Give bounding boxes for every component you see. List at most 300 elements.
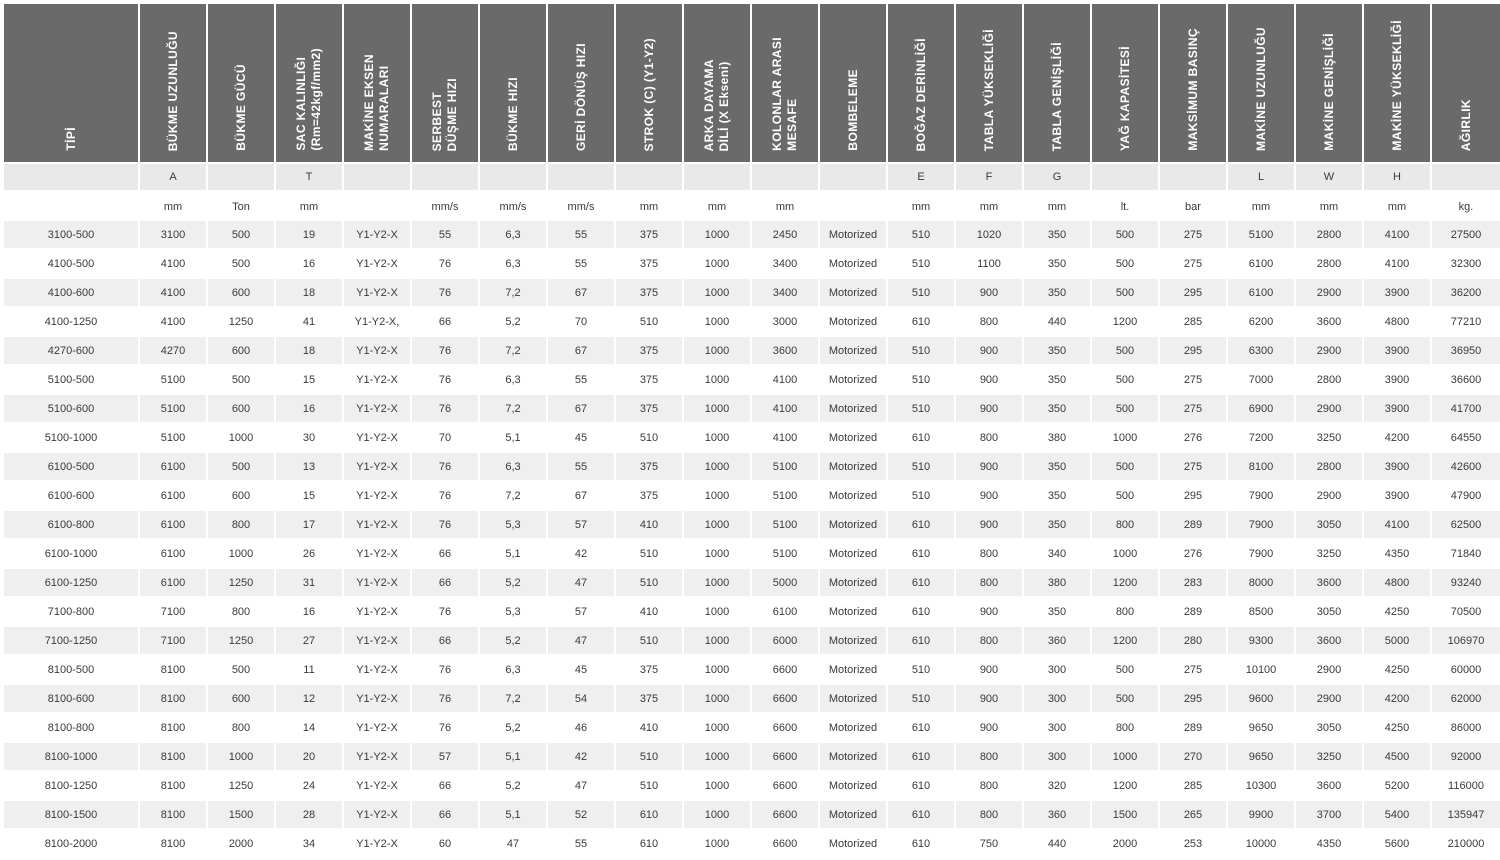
table-cell: Motorized bbox=[820, 250, 888, 279]
table-cell: 41 bbox=[276, 308, 344, 337]
column-header-label: MAKİNE GENİŞLİĞİ bbox=[1321, 33, 1336, 151]
unit-cell: mm bbox=[752, 192, 820, 221]
table-cell: 500 bbox=[1092, 337, 1160, 366]
model-type-cell: 5100-500 bbox=[4, 366, 140, 395]
table-row bbox=[4, 685, 1500, 714]
column-header-label: MAKSİMUM BASINÇ bbox=[1185, 28, 1200, 151]
table-cell: 600 bbox=[208, 685, 276, 714]
table-cell: 900 bbox=[956, 598, 1024, 627]
column-header bbox=[752, 4, 820, 164]
table-cell: 15 bbox=[276, 366, 344, 395]
table-cell: 1000 bbox=[208, 424, 276, 453]
table-cell: 375 bbox=[616, 221, 684, 250]
dimension-letter-cell: T bbox=[276, 164, 344, 192]
model-type-cell: 4100-1250 bbox=[4, 308, 140, 337]
table-cell: 3050 bbox=[1296, 714, 1364, 743]
table-cell: 800 bbox=[956, 627, 1024, 656]
table-cell: 510 bbox=[616, 308, 684, 337]
table-cell: 1100 bbox=[956, 250, 1024, 279]
column-header bbox=[956, 4, 1024, 164]
table-cell: 5,2 bbox=[480, 627, 548, 656]
table-cell: 1000 bbox=[684, 395, 752, 424]
table-row bbox=[4, 830, 1500, 859]
table-cell: 500 bbox=[208, 250, 276, 279]
table-cell: 5100 bbox=[140, 395, 208, 424]
table-cell: 14 bbox=[276, 714, 344, 743]
table-cell: 64550 bbox=[1432, 424, 1500, 453]
model-type-cell: 8100-600 bbox=[4, 685, 140, 714]
table-cell: 24 bbox=[276, 772, 344, 801]
table-cell: 2800 bbox=[1296, 453, 1364, 482]
table-cell: 76 bbox=[412, 598, 480, 627]
table-row bbox=[4, 627, 1500, 656]
unit-cell: mm bbox=[1296, 192, 1364, 221]
unit-cell: mm bbox=[1364, 192, 1432, 221]
table-cell: 285 bbox=[1160, 772, 1228, 801]
table-cell: 26 bbox=[276, 540, 344, 569]
table-cell: 1000 bbox=[684, 221, 752, 250]
table-cell: 800 bbox=[1092, 598, 1160, 627]
table-cell: 36200 bbox=[1432, 279, 1500, 308]
table-cell: 265 bbox=[1160, 801, 1228, 830]
model-type-cell: 5100-1000 bbox=[4, 424, 140, 453]
table-row bbox=[4, 308, 1500, 337]
table-cell: 5100 bbox=[752, 453, 820, 482]
unit-cell: mm bbox=[1228, 192, 1296, 221]
table-cell: 2900 bbox=[1296, 656, 1364, 685]
table-cell: 8100 bbox=[140, 685, 208, 714]
model-type-cell: 8100-800 bbox=[4, 714, 140, 743]
table-row bbox=[4, 482, 1500, 511]
table-cell: 1000 bbox=[208, 540, 276, 569]
table-cell: 1000 bbox=[1092, 540, 1160, 569]
table-cell: 4350 bbox=[1364, 540, 1432, 569]
model-type-cell: 8100-1000 bbox=[4, 743, 140, 772]
unit-cell: mm bbox=[888, 192, 956, 221]
table-cell: 2800 bbox=[1296, 250, 1364, 279]
unit-cell: mm/s bbox=[412, 192, 480, 221]
table-cell: 900 bbox=[956, 453, 1024, 482]
dimension-letter-cell: E bbox=[888, 164, 956, 192]
table-cell: 1000 bbox=[684, 743, 752, 772]
table-cell: 1500 bbox=[1092, 801, 1160, 830]
table-cell: 510 bbox=[888, 366, 956, 395]
table-cell: 510 bbox=[888, 221, 956, 250]
table-row bbox=[4, 743, 1500, 772]
unit-cell: bar bbox=[1160, 192, 1228, 221]
table-cell: 5,2 bbox=[480, 714, 548, 743]
table-cell: 510 bbox=[616, 743, 684, 772]
column-header-label: MAKİNE UZUNLUĞU bbox=[1253, 27, 1268, 151]
unit-cell bbox=[820, 192, 888, 221]
dimension-letter-cell: H bbox=[1364, 164, 1432, 192]
table-cell: 6100 bbox=[140, 482, 208, 511]
table-cell: 1020 bbox=[956, 221, 1024, 250]
table-cell: 13 bbox=[276, 453, 344, 482]
table-cell: 610 bbox=[888, 714, 956, 743]
dimension-letter-cell bbox=[820, 164, 888, 192]
column-header bbox=[1024, 4, 1092, 164]
table-cell: 750 bbox=[956, 830, 1024, 859]
table-cell: 5000 bbox=[1364, 627, 1432, 656]
table-row bbox=[4, 511, 1500, 540]
table-cell: 280 bbox=[1160, 627, 1228, 656]
table-cell: 1000 bbox=[684, 540, 752, 569]
table-cell: 283 bbox=[1160, 569, 1228, 598]
table-cell: 500 bbox=[1092, 395, 1160, 424]
table-cell: 610 bbox=[888, 830, 956, 859]
table-cell: 16 bbox=[276, 395, 344, 424]
table-cell: 610 bbox=[888, 772, 956, 801]
table-cell: 4100 bbox=[1364, 221, 1432, 250]
table-cell: 3900 bbox=[1364, 453, 1432, 482]
table-cell: Y1-Y2-X bbox=[344, 540, 412, 569]
model-type-cell: 8100-1500 bbox=[4, 801, 140, 830]
table-cell: 350 bbox=[1024, 598, 1092, 627]
table-cell: 2900 bbox=[1296, 685, 1364, 714]
table-cell: 6,3 bbox=[480, 453, 548, 482]
table-cell: 3050 bbox=[1296, 598, 1364, 627]
table-cell: 3400 bbox=[752, 250, 820, 279]
table-cell: 510 bbox=[888, 395, 956, 424]
table-cell: 5400 bbox=[1364, 801, 1432, 830]
table-cell: Motorized bbox=[820, 308, 888, 337]
table-cell: 375 bbox=[616, 279, 684, 308]
table-cell: 55 bbox=[548, 453, 616, 482]
column-header-label: TABLA YÜKSEKLİĞİ bbox=[981, 28, 996, 151]
table-cell: 27500 bbox=[1432, 221, 1500, 250]
table-cell: Motorized bbox=[820, 598, 888, 627]
table-cell: 9600 bbox=[1228, 685, 1296, 714]
table-cell: 6,3 bbox=[480, 366, 548, 395]
table-cell: 66 bbox=[412, 569, 480, 598]
model-type-cell: 6100-800 bbox=[4, 511, 140, 540]
table-cell: 10300 bbox=[1228, 772, 1296, 801]
table-cell: 2900 bbox=[1296, 279, 1364, 308]
table-cell: 800 bbox=[956, 569, 1024, 598]
table-cell: 5,1 bbox=[480, 801, 548, 830]
table-row bbox=[4, 598, 1500, 627]
table-cell: Motorized bbox=[820, 424, 888, 453]
table-cell: 3900 bbox=[1364, 279, 1432, 308]
table-cell: 900 bbox=[956, 395, 1024, 424]
model-type-cell: 4100-600 bbox=[4, 279, 140, 308]
table-row bbox=[4, 714, 1500, 743]
table-cell: 47 bbox=[480, 830, 548, 859]
table-cell: 2900 bbox=[1296, 337, 1364, 366]
column-header bbox=[4, 4, 140, 164]
table-cell: 3900 bbox=[1364, 337, 1432, 366]
table-cell: 3600 bbox=[752, 337, 820, 366]
table-cell: 900 bbox=[956, 656, 1024, 685]
column-header bbox=[1432, 4, 1500, 164]
table-cell: 1000 bbox=[684, 685, 752, 714]
table-cell: 610 bbox=[888, 598, 956, 627]
table-cell: 210000 bbox=[1432, 830, 1500, 859]
table-cell: 6,3 bbox=[480, 250, 548, 279]
header-row bbox=[4, 4, 1500, 164]
table-cell: 36600 bbox=[1432, 366, 1500, 395]
dimension-letter-cell bbox=[208, 164, 276, 192]
table-cell: 1000 bbox=[684, 598, 752, 627]
table-cell: 7000 bbox=[1228, 366, 1296, 395]
table-cell: 800 bbox=[956, 801, 1024, 830]
table-cell: 67 bbox=[548, 279, 616, 308]
table-cell: Motorized bbox=[820, 627, 888, 656]
table-body bbox=[4, 164, 1500, 859]
table-cell: Y1-Y2-X bbox=[344, 598, 412, 627]
table-cell: 76 bbox=[412, 279, 480, 308]
table-cell: 800 bbox=[208, 714, 276, 743]
table-cell: 7,2 bbox=[480, 685, 548, 714]
table-cell: 800 bbox=[208, 598, 276, 627]
table-cell: 3900 bbox=[1364, 366, 1432, 395]
table-cell: 610 bbox=[616, 830, 684, 859]
table-cell: 410 bbox=[616, 511, 684, 540]
table-cell: 76 bbox=[412, 482, 480, 511]
spec-table bbox=[4, 4, 1500, 859]
table-cell: 4250 bbox=[1364, 598, 1432, 627]
table-cell: Y1-Y2-X bbox=[344, 279, 412, 308]
table-cell: Y1-Y2-X bbox=[344, 714, 412, 743]
table-cell: 500 bbox=[1092, 366, 1160, 395]
table-cell: 4270 bbox=[140, 337, 208, 366]
table-cell: 500 bbox=[1092, 250, 1160, 279]
column-header bbox=[140, 4, 208, 164]
table-cell: 7900 bbox=[1228, 511, 1296, 540]
table-cell: 900 bbox=[956, 482, 1024, 511]
table-cell: 57 bbox=[548, 511, 616, 540]
column-header-label: STROK (C) (Y1-Y2) bbox=[641, 37, 656, 151]
table-cell: Y1-Y2-X bbox=[344, 250, 412, 279]
column-header-label: AĞIRLIK bbox=[1458, 98, 1473, 151]
table-cell: 60000 bbox=[1432, 656, 1500, 685]
table-cell: 253 bbox=[1160, 830, 1228, 859]
table-cell: 11 bbox=[276, 656, 344, 685]
table-cell: 67 bbox=[548, 337, 616, 366]
table-cell: 66 bbox=[412, 540, 480, 569]
table-cell: 67 bbox=[548, 395, 616, 424]
table-cell: 375 bbox=[616, 656, 684, 685]
table-cell: 800 bbox=[956, 743, 1024, 772]
table-cell: Motorized bbox=[820, 685, 888, 714]
table-cell: 66 bbox=[412, 772, 480, 801]
table-cell: 45 bbox=[548, 656, 616, 685]
table-cell: 55 bbox=[548, 221, 616, 250]
table-cell: 1000 bbox=[684, 627, 752, 656]
table-cell: 76 bbox=[412, 511, 480, 540]
table-cell: 1200 bbox=[1092, 569, 1160, 598]
table-row bbox=[4, 221, 1500, 250]
unit-cell bbox=[4, 192, 140, 221]
table-cell: 7,2 bbox=[480, 279, 548, 308]
table-cell: 55 bbox=[548, 250, 616, 279]
table-cell: 900 bbox=[956, 511, 1024, 540]
model-type-cell: 8100-2000 bbox=[4, 830, 140, 859]
table-cell: 3900 bbox=[1364, 482, 1432, 511]
table-cell: 610 bbox=[888, 627, 956, 656]
table-cell: 350 bbox=[1024, 337, 1092, 366]
model-type-cell: 7100-1250 bbox=[4, 627, 140, 656]
table-cell: 6100 bbox=[140, 453, 208, 482]
table-cell: 300 bbox=[1024, 656, 1092, 685]
table-header bbox=[4, 4, 1500, 164]
model-type-cell: 6100-500 bbox=[4, 453, 140, 482]
table-cell: 116000 bbox=[1432, 772, 1500, 801]
table-cell: 500 bbox=[208, 366, 276, 395]
column-header bbox=[820, 4, 888, 164]
unit-cell: mm bbox=[956, 192, 1024, 221]
table-cell: 7100 bbox=[140, 598, 208, 627]
column-header-label: TABLA GENİŞLİĞİ bbox=[1049, 41, 1064, 151]
table-cell: 800 bbox=[956, 772, 1024, 801]
table-cell: 360 bbox=[1024, 627, 1092, 656]
table-cell: 86000 bbox=[1432, 714, 1500, 743]
table-cell: 6300 bbox=[1228, 337, 1296, 366]
table-cell: 500 bbox=[208, 221, 276, 250]
table-cell: 350 bbox=[1024, 395, 1092, 424]
table-cell: 4800 bbox=[1364, 569, 1432, 598]
table-cell: 16 bbox=[276, 598, 344, 627]
table-cell: 4350 bbox=[1296, 830, 1364, 859]
table-cell: 1000 bbox=[1092, 743, 1160, 772]
table-cell: 600 bbox=[208, 482, 276, 511]
column-header bbox=[1228, 4, 1296, 164]
table-cell: 1000 bbox=[684, 511, 752, 540]
table-cell: 32300 bbox=[1432, 250, 1500, 279]
table-cell: 6100 bbox=[140, 511, 208, 540]
table-cell: 4800 bbox=[1364, 308, 1432, 337]
column-header bbox=[1160, 4, 1228, 164]
table-cell: 350 bbox=[1024, 221, 1092, 250]
table-cell: 6100 bbox=[752, 598, 820, 627]
unit-cell: mm bbox=[1024, 192, 1092, 221]
table-cell: 55 bbox=[548, 366, 616, 395]
table-cell: Y1-Y2-X bbox=[344, 830, 412, 859]
table-cell: 1000 bbox=[684, 656, 752, 685]
table-cell: Y1-Y2-X bbox=[344, 337, 412, 366]
table-cell: Y1-Y2-X bbox=[344, 221, 412, 250]
table-cell: 800 bbox=[956, 424, 1024, 453]
table-cell: 510 bbox=[888, 482, 956, 511]
table-cell: 4100 bbox=[1364, 250, 1432, 279]
table-cell: 2900 bbox=[1296, 395, 1364, 424]
table-row bbox=[4, 801, 1500, 830]
table-cell: 900 bbox=[956, 714, 1024, 743]
table-cell: 1500 bbox=[208, 801, 276, 830]
table-cell: 800 bbox=[956, 540, 1024, 569]
table-cell: 600 bbox=[208, 337, 276, 366]
table-cell: Y1-Y2-X bbox=[344, 569, 412, 598]
table-cell: 2000 bbox=[208, 830, 276, 859]
table-cell: 62500 bbox=[1432, 511, 1500, 540]
table-row bbox=[4, 366, 1500, 395]
table-cell: 1200 bbox=[1092, 627, 1160, 656]
table-cell: 270 bbox=[1160, 743, 1228, 772]
table-cell: 15 bbox=[276, 482, 344, 511]
table-cell: 70500 bbox=[1432, 598, 1500, 627]
table-cell: 300 bbox=[1024, 714, 1092, 743]
table-row bbox=[4, 250, 1500, 279]
table-cell: 3600 bbox=[1296, 627, 1364, 656]
spec-table-container bbox=[4, 4, 1496, 859]
table-cell: 1250 bbox=[208, 627, 276, 656]
table-cell: 2800 bbox=[1296, 221, 1364, 250]
table-cell: 300 bbox=[1024, 685, 1092, 714]
table-cell: 4100 bbox=[1364, 511, 1432, 540]
model-type-cell: 6100-1250 bbox=[4, 569, 140, 598]
table-cell: 3400 bbox=[752, 279, 820, 308]
table-cell: 4250 bbox=[1364, 714, 1432, 743]
table-cell: 17 bbox=[276, 511, 344, 540]
table-cell: 70 bbox=[548, 308, 616, 337]
table-cell: Y1-Y2-X, bbox=[344, 308, 412, 337]
column-header-label: TİPİ bbox=[63, 127, 78, 151]
table-cell: 1000 bbox=[684, 337, 752, 366]
table-cell: 6900 bbox=[1228, 395, 1296, 424]
column-header-label: BOĞAZ DERİNLİĞİ bbox=[913, 37, 928, 151]
table-cell: 380 bbox=[1024, 424, 1092, 453]
table-cell: 18 bbox=[276, 337, 344, 366]
model-type-cell: 4270-600 bbox=[4, 337, 140, 366]
table-cell: 510 bbox=[616, 569, 684, 598]
table-cell: 70 bbox=[412, 424, 480, 453]
table-cell: 375 bbox=[616, 250, 684, 279]
table-cell: 3050 bbox=[1296, 511, 1364, 540]
table-cell: 7,2 bbox=[480, 337, 548, 366]
table-cell: 76 bbox=[412, 656, 480, 685]
table-cell: 42600 bbox=[1432, 453, 1500, 482]
table-cell: 285 bbox=[1160, 308, 1228, 337]
dimension-letter-cell bbox=[1432, 164, 1500, 192]
unit-cell: mm bbox=[276, 192, 344, 221]
table-cell: 76 bbox=[412, 395, 480, 424]
table-cell: Y1-Y2-X bbox=[344, 424, 412, 453]
table-cell: Motorized bbox=[820, 279, 888, 308]
table-cell: 76 bbox=[412, 250, 480, 279]
table-cell: 610 bbox=[616, 801, 684, 830]
table-cell: 1250 bbox=[208, 308, 276, 337]
table-cell: 1000 bbox=[684, 279, 752, 308]
table-cell: 500 bbox=[1092, 685, 1160, 714]
table-cell: 3700 bbox=[1296, 801, 1364, 830]
table-cell: 135947 bbox=[1432, 801, 1500, 830]
table-cell: 76 bbox=[412, 337, 480, 366]
table-cell: 500 bbox=[1092, 221, 1160, 250]
table-cell: 7200 bbox=[1228, 424, 1296, 453]
table-cell: 1000 bbox=[684, 453, 752, 482]
table-cell: 295 bbox=[1160, 279, 1228, 308]
table-cell: 5100 bbox=[140, 424, 208, 453]
table-cell: 500 bbox=[208, 453, 276, 482]
unit-cell: mm bbox=[616, 192, 684, 221]
table-cell: 7900 bbox=[1228, 540, 1296, 569]
table-cell: 8100 bbox=[1228, 453, 1296, 482]
table-cell: 276 bbox=[1160, 540, 1228, 569]
table-cell: 510 bbox=[888, 337, 956, 366]
table-cell: 3900 bbox=[1364, 395, 1432, 424]
table-cell: 8000 bbox=[1228, 569, 1296, 598]
table-cell: 28 bbox=[276, 801, 344, 830]
unit-cell bbox=[344, 192, 412, 221]
table-cell: 600 bbox=[208, 395, 276, 424]
table-cell: 1000 bbox=[684, 482, 752, 511]
table-cell: 900 bbox=[956, 337, 1024, 366]
table-cell: 2900 bbox=[1296, 482, 1364, 511]
table-cell: Motorized bbox=[820, 801, 888, 830]
model-type-cell: 6100-600 bbox=[4, 482, 140, 511]
table-cell: 275 bbox=[1160, 453, 1228, 482]
